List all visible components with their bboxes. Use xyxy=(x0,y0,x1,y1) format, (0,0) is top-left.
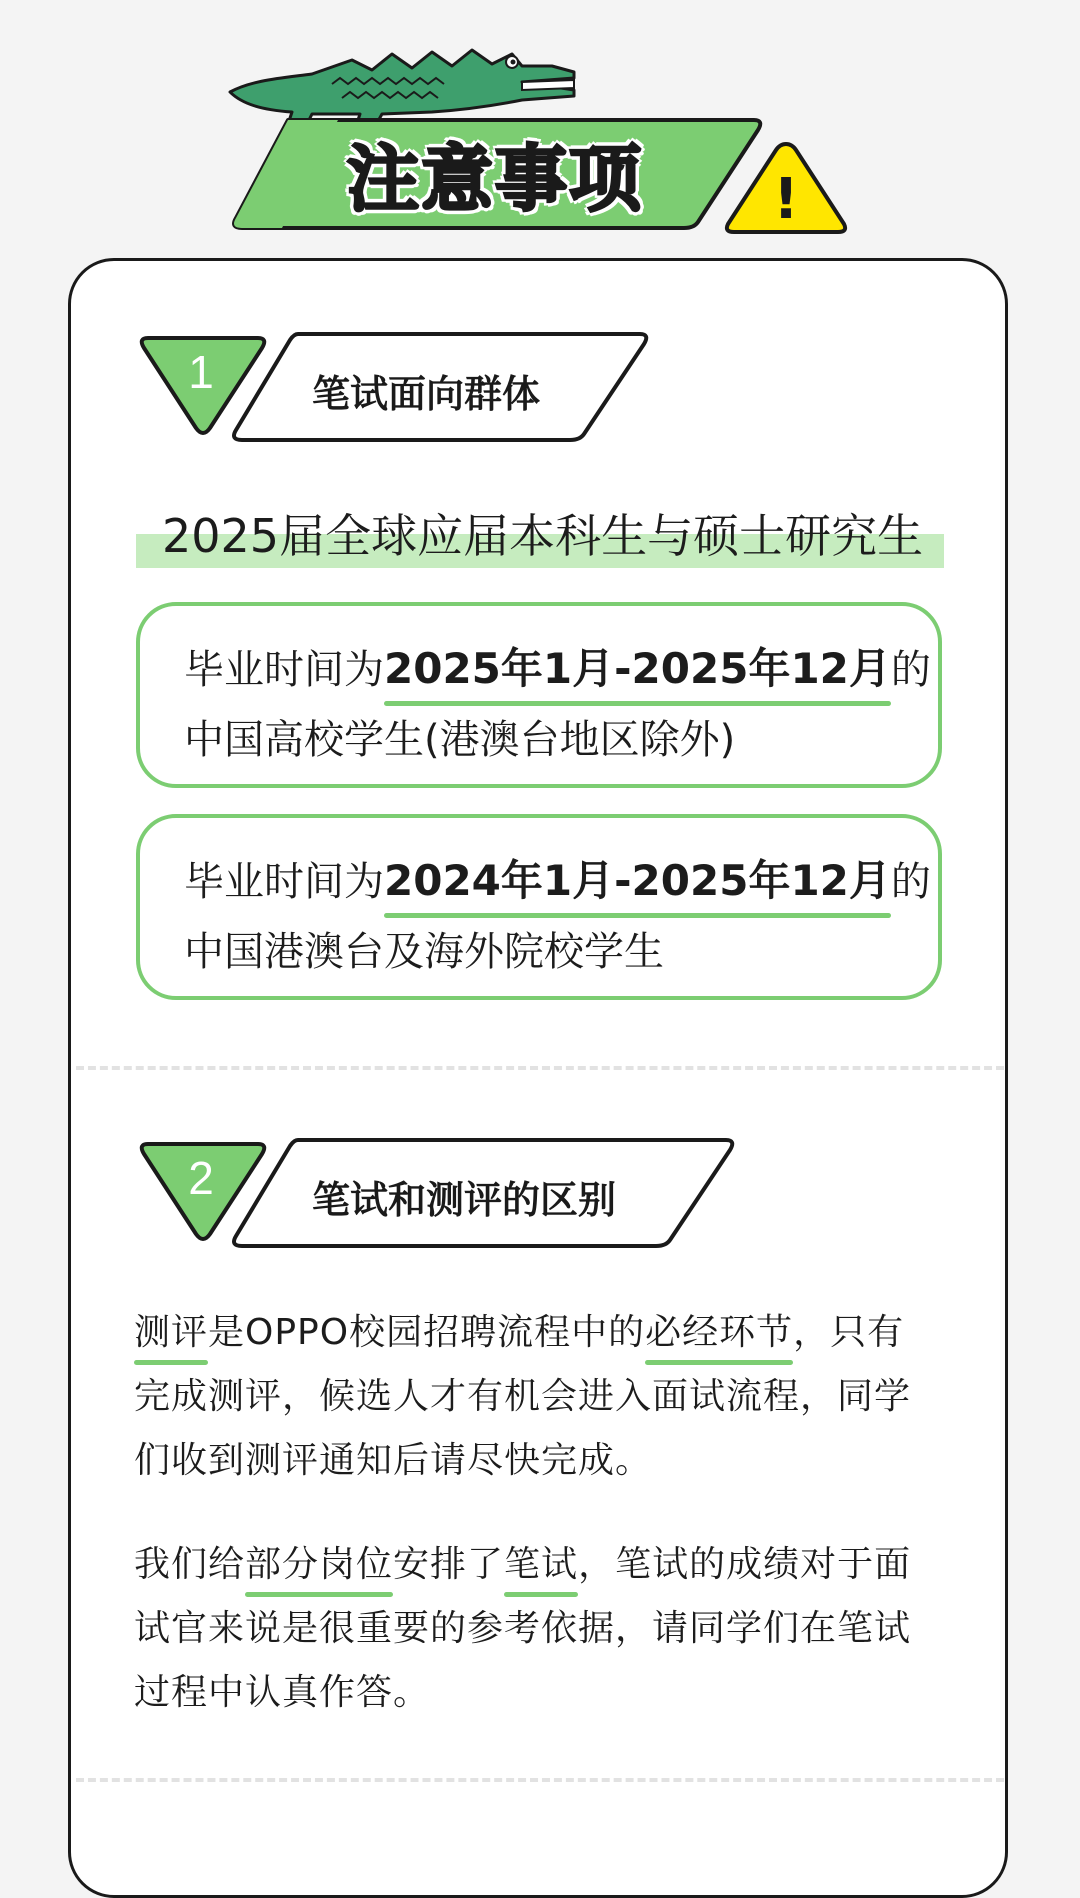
section-number: 2 xyxy=(188,1152,214,1204)
section-title: 笔试和测评的区别 xyxy=(312,1177,617,1222)
page-title: 注意事项 xyxy=(346,137,643,221)
keyword-underline: 必经环节 xyxy=(645,1304,793,1355)
keyword-underline: 部分岗位 xyxy=(245,1536,393,1587)
section-number: 1 xyxy=(188,346,214,398)
section-divider xyxy=(76,1066,1004,1070)
eligibility-line: 中国港澳台及海外院校学生 xyxy=(184,929,664,975)
warning-icon xyxy=(722,138,850,238)
eligibility-line: 中国高校学生(港澳台地区除外) xyxy=(184,717,736,763)
eligibility-line: 毕业时间为2025年1月-2025年12月的 xyxy=(184,636,931,696)
warning-mark: ! xyxy=(773,167,799,232)
audience-heading: 2025届全球应届本科生与硕士研究生 xyxy=(136,500,944,570)
written-test-paragraph: 我们给部分岗位安排了笔试，笔试的成绩对于面 试官来说是很重要的参考依据，请同学们在笔试 过程中认真作答。 xyxy=(134,1536,954,1736)
section-title: 笔试面向群体 xyxy=(312,371,541,416)
keyword-underline: 测评 xyxy=(134,1304,208,1355)
keyword-underline: 笔试 xyxy=(504,1536,578,1587)
graduation-range: 2025年1月-2025年12月 xyxy=(384,636,891,696)
eligibility-line: 毕业时间为2024年1月-2025年12月的 xyxy=(184,848,931,908)
eligibility-box xyxy=(136,602,942,788)
eligibility-box xyxy=(136,814,942,1000)
section-divider xyxy=(76,1778,1004,1782)
graduation-range: 2024年1月-2025年12月 xyxy=(384,848,891,908)
assessment-paragraph: 测评是OPPO校园招聘流程中的必经环节，只有 完成测评，候选人才有机会进入面试流程，同学 们收到测评通知后请尽快完成。 xyxy=(134,1304,954,1504)
